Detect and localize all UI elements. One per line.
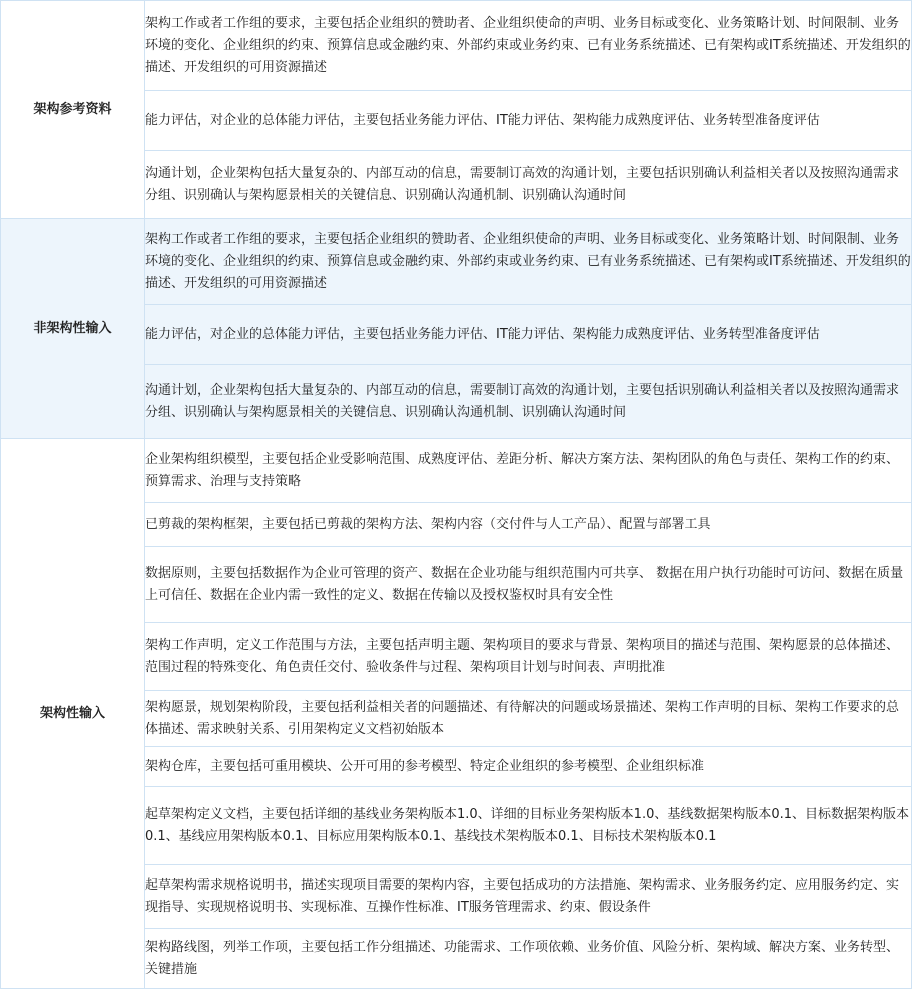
table-cell: 沟通计划，企业架构包括大量复杂的、内部互动的信息，需要制订高效的沟通计划，主要包括识别确认利益相关者以及按照沟通需求分组、识别确认与架构愿景相关的关键信息、识别确认沟通机制、识别确认沟通时间 (145, 151, 912, 219)
table-cell: 架构愿景，规划架构阶段，主要包括利益相关者的问题描述、有待解决的问题或场景描述、架构工作声明的目标、架构工作要求的总体描述、需求映射关系、引用架构定义文档初始版本 (145, 691, 912, 747)
table-cell: 起草架构需求规格说明书，描述实现项目需要的架构内容，主要包括成功的方法措施、架构需求、业务服务约定、应用服务约定、实现指导、实现规格说明书、实现标准、互操作性标准、IT服务管理需求、约束、假设条件 (145, 865, 912, 929)
table-row (1, 219, 912, 305)
table-cell: 架构仓库，主要包括可重用模块、公开可用的参考模型、特定企业组织的参考模型、企业组织标准 (145, 747, 912, 787)
section-label: 架构性输入 (1, 439, 145, 989)
table-row (1, 1, 912, 91)
table-cell: 已剪裁的架构框架，主要包括已剪裁的架构方法、架构内容（交付件与人工产品）、配置与部署工具 (145, 503, 912, 547)
table-row (1, 439, 912, 503)
table-cell: 沟通计划，企业架构包括大量复杂的、内部互动的信息，需要制订高效的沟通计划，主要包括识别确认利益相关者以及按照沟通需求分组、识别确认与架构愿景相关的关键信息、识别确认沟通机制、识别确认沟通时间 (145, 365, 912, 439)
section-label: 架构参考资料 (1, 1, 145, 219)
table-cell: 能力评估，对企业的总体能力评估，主要包括业务能力评估、IT能力评估、架构能力成熟度评估、业务转型准备度评估 (145, 91, 912, 151)
table-cell: 架构工作或者工作组的要求，主要包括企业组织的赞助者、企业组织使命的声明、业务目标或变化、业务策略计划、时间限制、业务环境的变化、企业组织的约束、预算信息或金融约束、外部约束或业务约束、已有业务系统描述、已有架构或IT系统描述、开发组织的描述、开发组织的可用资源描述 (145, 1, 912, 91)
section-non-architectural-input (1, 219, 912, 439)
table-cell: 起草架构定义文档，主要包括详细的基线业务架构版本1.0、详细的目标业务架构版本1.0、基线数据架构版本0.1、目标数据架构版本0.1、基线应用架构版本0.1、目标应用架构版本0.1、基线技术架构版本0.1、目标技术架构版本0.1 (145, 787, 912, 865)
section-architectural-input (1, 439, 912, 989)
table-cell: 数据原则，主要包括数据作为企业可管理的资产、数据在企业功能与组织范围内可共享、 数据在用户执行功能时可访问、数据在质量上可信任、数据在企业内需一致性的定义、数据在传输以及授权鉴权时具有安全性 (145, 547, 912, 623)
section-label: 非架构性输入 (1, 219, 145, 439)
table-cell: 企业架构组织模型，主要包括企业受影响范围、成熟度评估、差距分析、解决方案方法、架构团队的角色与责任、架构工作的约束、预算需求、治理与支持策略 (145, 439, 912, 503)
table-cell: 架构工作声明，定义工作范围与方法，主要包括声明主题、架构项目的要求与背景、架构项目的描述与范围、架构愿景的总体描述、范围过程的特殊变化、角色责任交付、验收条件与过程、架构项目计划与时间表、声明批准 (145, 623, 912, 691)
section-architecture-reference (1, 1, 912, 219)
table-cell: 架构路线图，列举工作项，主要包括工作分组描述、功能需求、工作项依赖、业务价值、风险分析、架构域、解决方案、业务转型、关键措施 (145, 929, 912, 989)
table-cell: 能力评估，对企业的总体能力评估，主要包括业务能力评估、IT能力评估、架构能力成熟度评估、业务转型准备度评估 (145, 305, 912, 365)
table-cell: 架构工作或者工作组的要求，主要包括企业组织的赞助者、企业组织使命的声明、业务目标或变化、业务策略计划、时间限制、业务环境的变化、企业组织的约束、预算信息或金融约束、外部约束或业务约束、已有业务系统描述、已有架构或IT系统描述、开发组织的描述、开发组织的可用资源描述 (145, 219, 912, 305)
